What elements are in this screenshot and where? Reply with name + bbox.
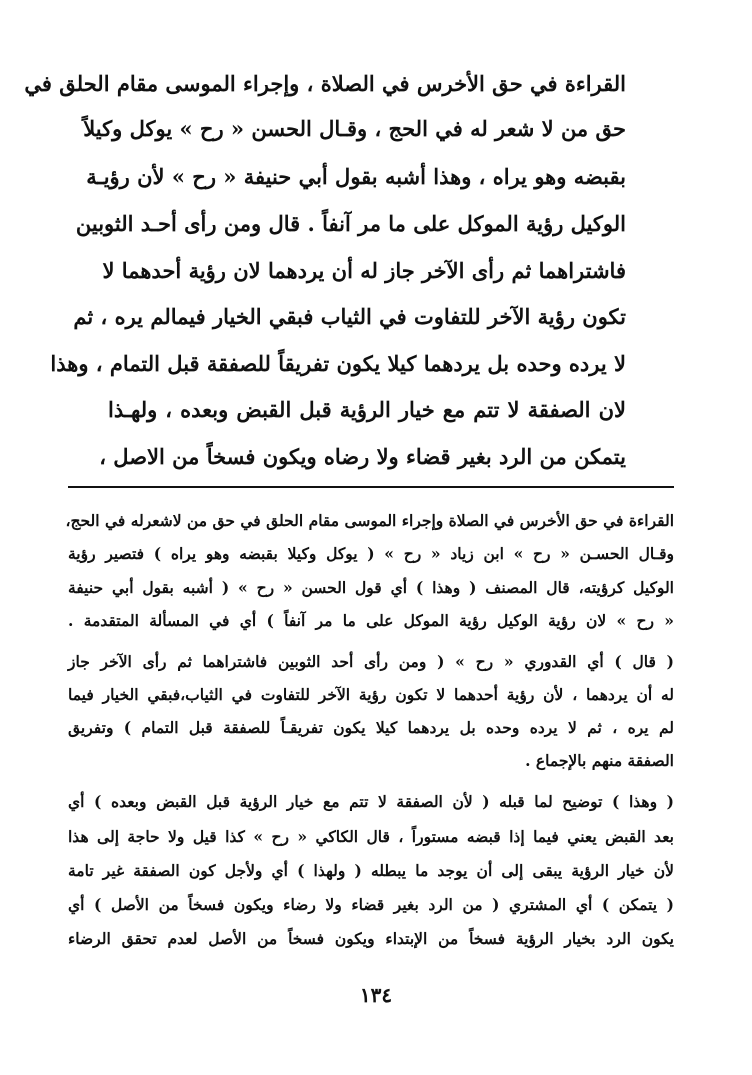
commentary-line: القراءة في حق الأخرس في الصلاة وإجراء الموسى مقام الحلق في حق من لاشعرله في الحج، (65, 511, 674, 530)
commentary-line: لأن خيار الرؤية يبقى إلى أن يوجد ما يبطله ( ولهذا ) أي ولأجل كون الصفقة غير تامة (68, 861, 674, 880)
main-line: فاشتراهما ثم رأى الآخر جاز له أن يردهما لان رؤية أحدهما لا (102, 258, 626, 283)
commentary-line: بعد القبض يعني فيما إذا قبضه مستوراً ، قال الكاكي « رح » كذا قيل ولا حاجة إلى هذا (68, 827, 674, 846)
main-line: القراءة في حق الأخرس في الصلاة ، وإجراء الموسى مقام الحلق في (24, 71, 626, 96)
main-line: لا يرده وحده بل يردهما كيلا يكون تفريقاً للصفقة قبل التمام ، وهذا (50, 351, 626, 376)
commentary-line: الصفقة منهم بالإجماع . (525, 751, 674, 770)
commentary-line: الوكيل كرؤيته، قال المصنف ( وهذا ) أي قول الحسن « رح » ( أشبه بقول أبي حنيفة (68, 578, 674, 597)
separator-rule (68, 486, 674, 488)
main-line: حق من لا شعر له في الحج ، وقـال الحسن « رح » يوكل وكيلاً (83, 116, 626, 141)
main-line: لان الصفقة لا تتم مع خيار الرؤية قبل القبض وبعده ، ولهـذا (108, 397, 626, 422)
commentary-line: وقـال الحسـن « رح » ابن زياد « رح » ( يوكل وكيلا بقبضه وهو يراه ) فتصير رؤية (68, 544, 674, 563)
main-line: تكون رؤية الآخر للتفاوت في الثياب فبقي الخيار فيمالم يره ، ثم (73, 304, 626, 329)
main-line: بقبضه وهو يراه ، وهذا أشبه بقول أبي حنيفة « رح » لأن رؤيـة (86, 164, 626, 189)
commentary-line: ( قال ) أي القدوري « رح » ( ومن رأى أحد الثوبين فاشتراهما ثم رأى الآخر جاز (68, 652, 674, 671)
main-line: الوكيل رؤية الموكل على ما مر آنفاً . قال ومن رأى أحـد الثوبين (75, 211, 626, 236)
commentary-line: « رح » لان رؤية الوكيل رؤية الموكل على ما مر آنفاً ) أي في المسألة المتقدمة . (68, 611, 674, 630)
page-number: ١٣٤ (359, 983, 393, 1007)
main-line: يتمكن من الرد بغير قضاء ولا رضاه ويكون فسخاً من الاصل ، (99, 444, 626, 469)
commentary-line: له أن يردهما ، لأن رؤية أحدهما لا تكون رؤية الآخر للتفاوت في الثياب،فبقي الخيار فيما (68, 685, 674, 704)
commentary-line: ( وهذا ) توضيح لما قبله ( لأن الصفقة لا تتم مع خيار الرؤية قبل القبض وبعده ) أي (68, 792, 674, 811)
commentary-line: لم يره ، ثم لا يرده وحده بل يردهما كيلا يكون تفريقـاً للصفقة قبل التمام ) وتفريق (68, 718, 674, 737)
commentary-line: ( يتمكن ) أي المشتري ( من الرد بغير قضاء ولا رضاء ويكون فسخاً من الأصل ) أي (68, 895, 674, 914)
commentary-line: يكون الرد بخيار الرؤية فسخاً من الإبتداء ويكون فسخاً من الأصل لعدم تحقق الرضاء (68, 929, 674, 948)
